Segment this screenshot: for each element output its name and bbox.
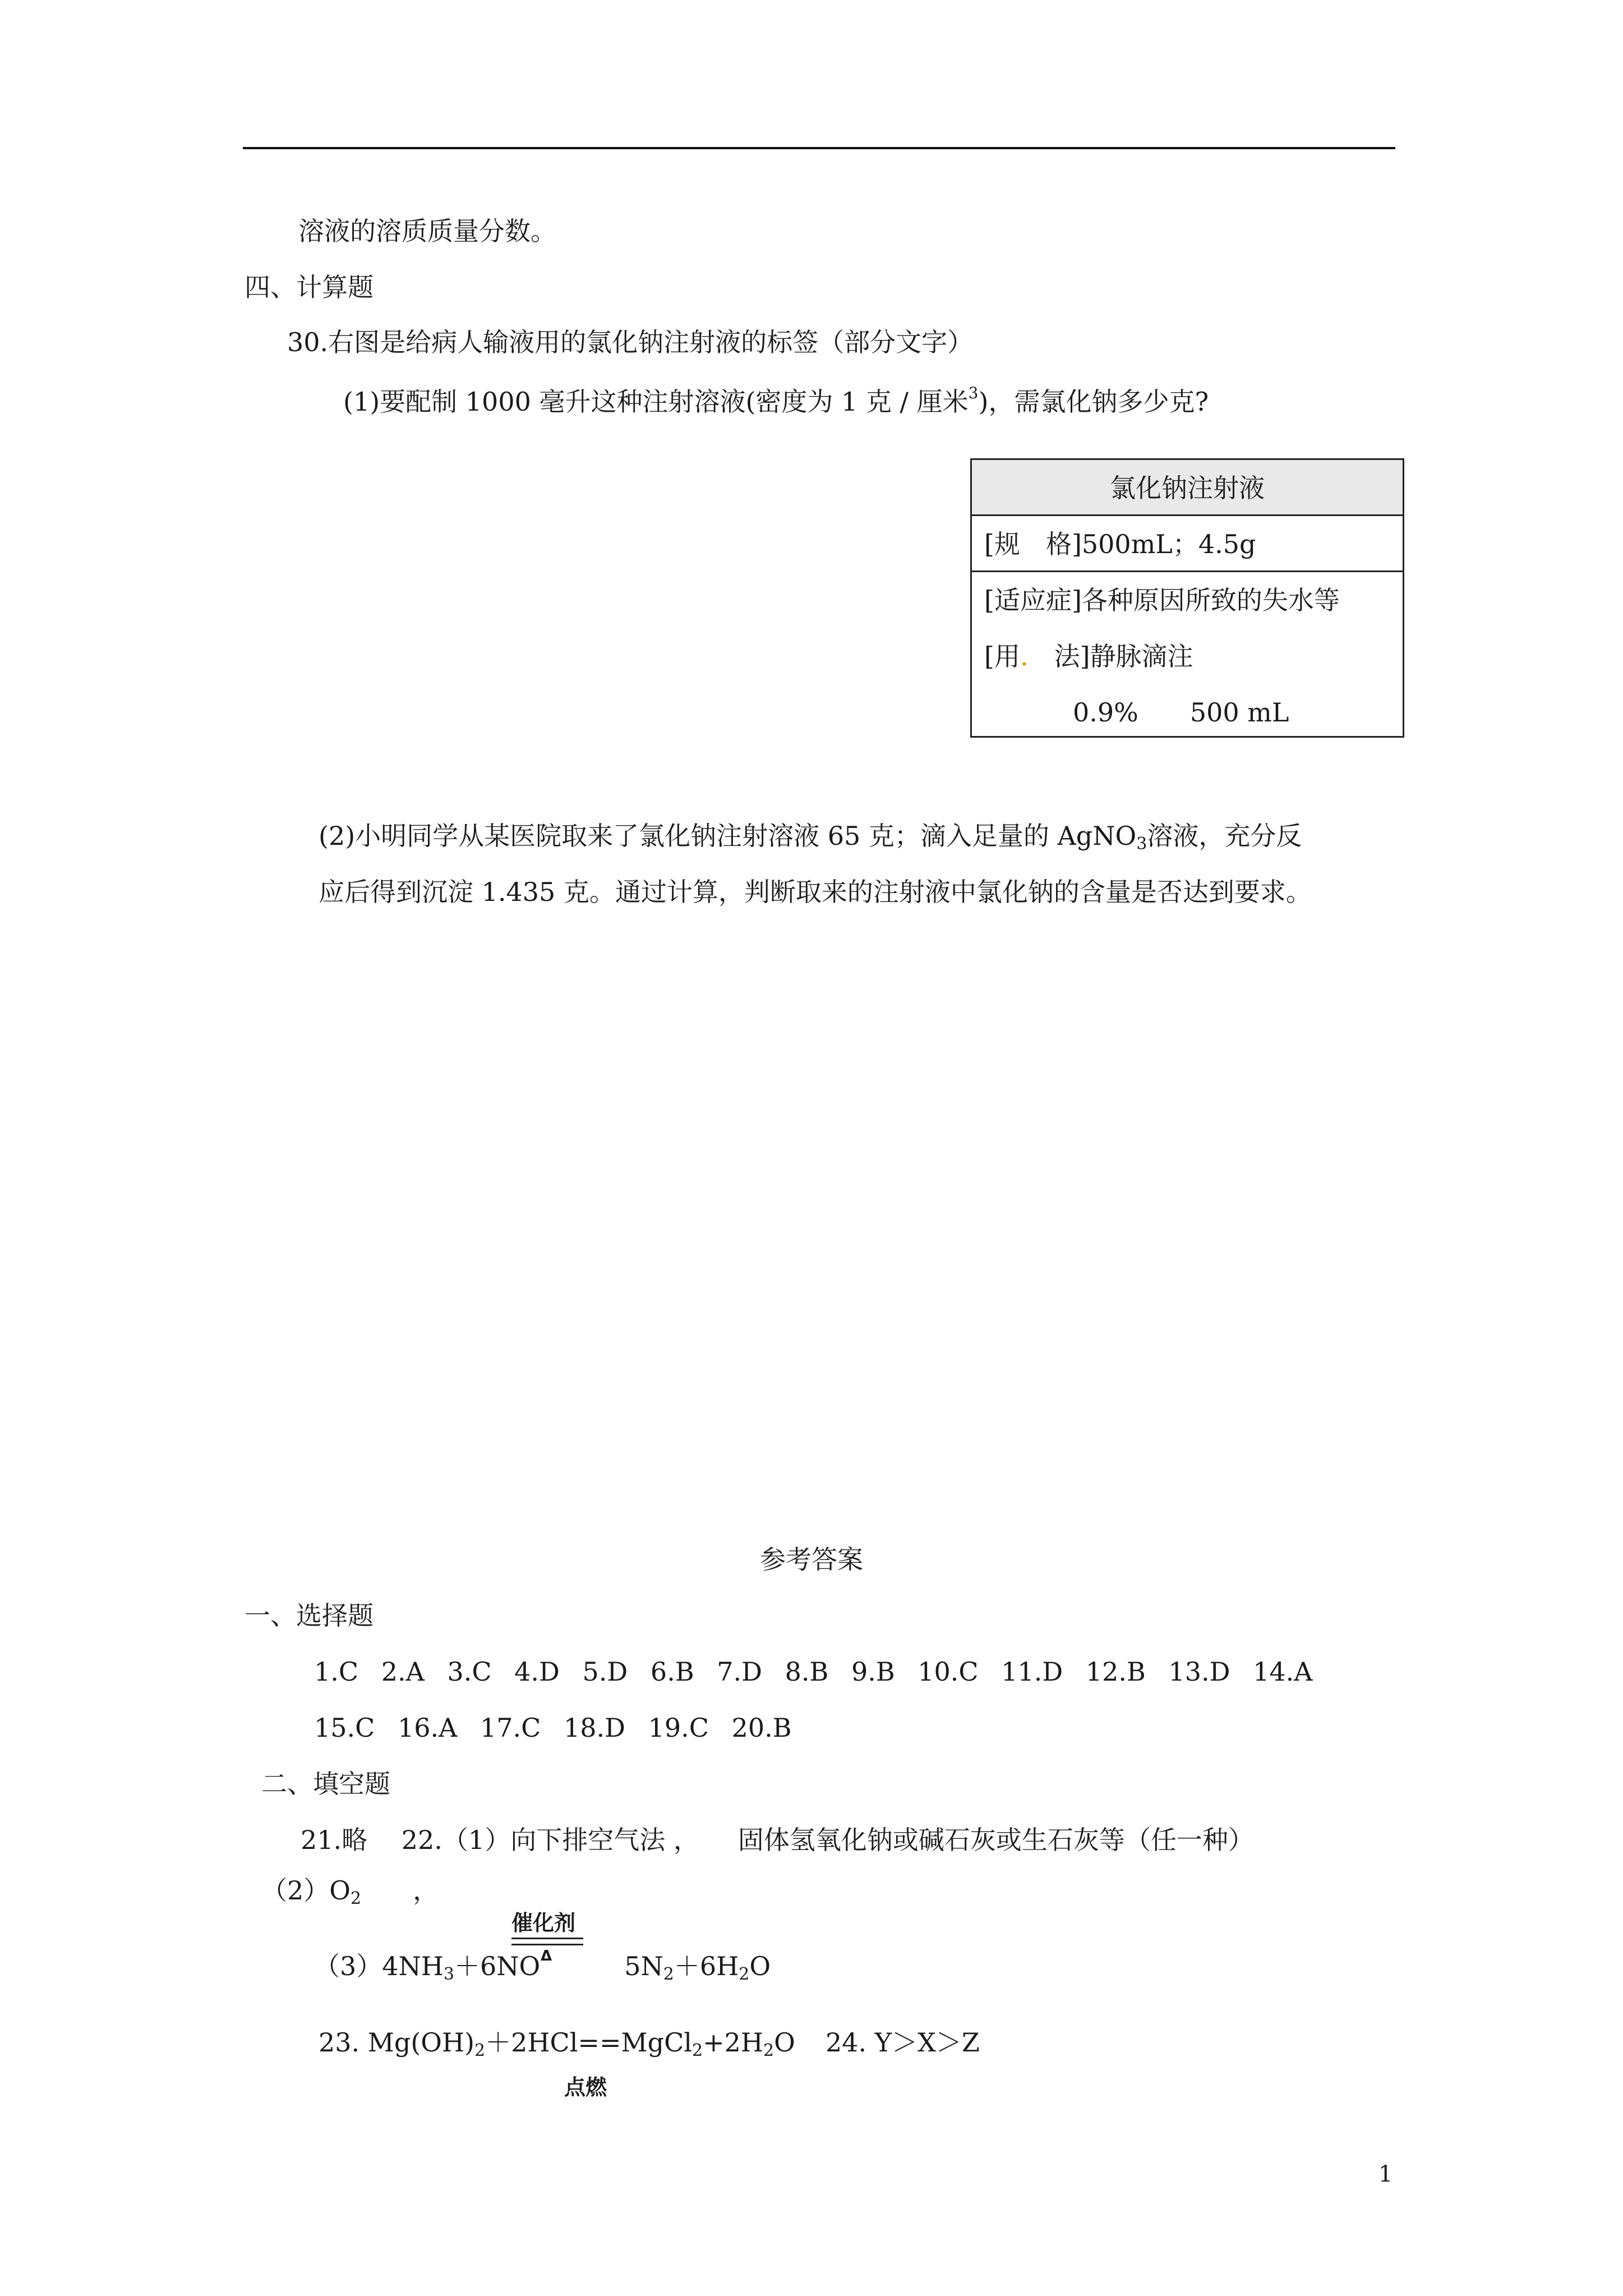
h2o-subscript-2: 2 [763,2041,774,2060]
label-usage [984,643,1193,669]
continuation-text: 溶液的溶质质量分数。 [298,216,556,246]
answer-22-2-text: （2）O [261,1875,351,1906]
label-title: 氯化钠注射液 [1110,473,1265,503]
usage-dot: . [1020,641,1029,671]
part-1-text: (1)要配制 1000 毫升这种注射溶液(密度为 1 克 / 厘米 [343,386,969,417]
answers-section-2-heading: 二、填空题 [261,1769,390,1799]
o2-subscript: 2 [350,1889,362,1908]
n2-subscript: 2 [663,1964,674,1984]
eq-part-c: 5N [624,1951,663,1981]
label-indication: [适应症]各种原因所致的失水等 [984,585,1340,615]
answer-23 [319,2027,795,2060]
page-number: 1 [1378,2161,1393,2187]
part-1-tail: )，需氯化钠多少克? [978,386,1209,417]
label-spec-row [972,516,1403,572]
choice-answers-row-2: 15.C 16.A 17.C 18.D 19.C 20.B [314,1713,792,1743]
ignite-label: 点燃 [564,2075,607,2100]
question-30-intro: 30.右图是给病人输液用的氯化钠注射液的标签（部分文字） [287,327,974,357]
answer-22-2-tail: ， [361,1875,439,1906]
usage-text-b: 法]静脉滴注 [1028,641,1193,671]
eq-part-d: ＋6H [674,1951,739,1981]
question-30-part-2-line-1 [319,823,1302,853]
heat-symbol: Δ [541,1948,552,1964]
reaction-condition-lines [511,1938,583,1945]
answers-section-1-heading: 一、选择题 [245,1600,374,1631]
label-title-row [972,460,1403,516]
eq-part-e: O [749,1951,771,1981]
eq-part-b: ＋6NO [454,1951,541,1981]
part-2-text-a: (2)小明同学从某医院取来了氯化钠注射溶液 65 克；滴入足量的 AgNO [319,821,1137,851]
label-concentration: 0.9% 500 mL [1073,697,1289,728]
mgoh2-subscript: 2 [474,2041,486,2060]
injection-label [970,458,1404,738]
choice-answers-row-1: 1.C 2.A 3.C 4.D 5.D 6.B 7.D 8.B 9.B 10.C 11.D 12.B 13.D 14.A [314,1657,1313,1687]
h2o-subscript: 2 [739,1964,750,1984]
usage-text-a: [用 [984,641,1020,671]
answer-23-a: 23. Mg(OH) [319,2027,475,2058]
nh3-subscript: 3 [443,1964,454,1984]
question-30-part-1 [343,385,1209,415]
answer-21-22: 21.略 22.（1）向下排空气法 ， 固体氢氧化钠或碱石灰或生石灰等（任一种） [301,1825,1254,1855]
answer-22-3 [314,1953,771,1983]
answer-23-d: O [774,2027,795,2058]
label-spec: [规 格]500mL；4.5g [984,529,1256,559]
agno3-subscript: 3 [1136,834,1147,854]
answer-23-c: +2H [703,2027,764,2058]
section-4-heading: 四、计算题 [245,272,374,302]
answer-22-2 [261,1875,439,1908]
answers-title: 参考答案 [760,1544,863,1575]
cubic-superscript: 3 [968,384,979,402]
mgcl2-subscript: 2 [691,2041,703,2060]
catalyst-label: 催化剂 [511,1911,576,1935]
answer-24: 24. Y＞X＞Z [826,2027,980,2058]
question-30-part-2-line-2: 应后得到沉淀 1.435 克。通过计算，判断取来的注射液中氯化钠的含量是否达到要求。 [319,877,1312,907]
header-rule [243,147,1395,149]
part-2-text-b: 溶液，充分反 [1147,821,1302,851]
eq-part-a: （3）4NH [314,1951,444,1981]
answer-23-b: ＋2HCl==MgCl [485,2027,692,2058]
